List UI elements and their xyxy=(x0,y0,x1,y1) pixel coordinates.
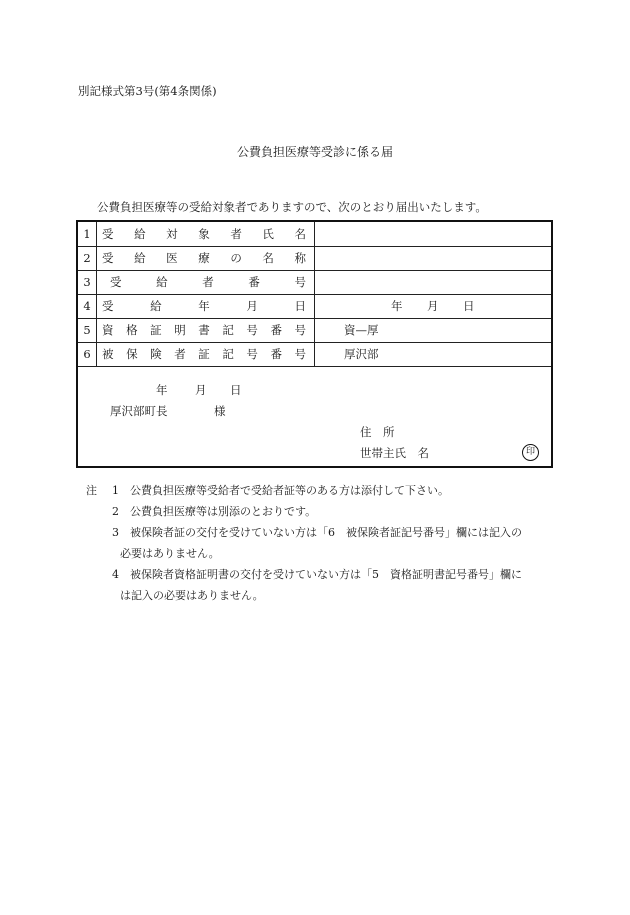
label-char: 給 xyxy=(150,299,162,313)
note-text: 被保険者証の交付を受けていない方は「6 被保険者証記号番号」欄には記入の xyxy=(130,526,522,539)
row-label xyxy=(96,246,315,270)
signature-section xyxy=(78,366,551,466)
row-number: 1 xyxy=(78,222,97,246)
label-char: 号 xyxy=(246,323,258,337)
notes-section xyxy=(86,480,556,606)
label-char: 受 xyxy=(102,227,114,241)
label-char: 対 xyxy=(166,227,178,241)
householder-name-label: 世帯主氏 名 xyxy=(360,446,429,460)
label-char: 明 xyxy=(174,323,186,337)
label-char: 者 xyxy=(230,227,242,241)
label-char: 番 xyxy=(270,323,282,337)
note-number: 3 xyxy=(112,526,119,539)
row-label xyxy=(96,294,315,318)
label-char: 証 xyxy=(198,347,210,361)
note-number: 1 xyxy=(112,484,119,497)
addressee: 厚沢部町長 xyxy=(110,404,168,418)
label-char: 号 xyxy=(246,347,258,361)
row-label xyxy=(96,222,315,246)
notes-head: 注 xyxy=(86,484,97,497)
label-char: 格 xyxy=(126,323,138,337)
label-char: 者 xyxy=(202,275,214,289)
label-char: 号 xyxy=(294,275,306,289)
year-label: 年 xyxy=(391,299,403,313)
row-value-field[interactable]: 厚沢部 xyxy=(344,347,379,361)
document-title: 公費負担医療等受診に係る届 xyxy=(236,145,393,159)
form-reference: 別記様式第3号(第4条関係) xyxy=(78,84,217,98)
signature-month-label: 月 xyxy=(195,383,207,397)
label-char: 者 xyxy=(174,347,186,361)
label-char: 医 xyxy=(166,251,178,265)
label-char: 証 xyxy=(150,323,162,337)
label-char: 資 xyxy=(102,323,114,337)
label-char: 書 xyxy=(198,323,210,337)
note-item xyxy=(86,501,556,522)
row-number: 2 xyxy=(78,246,97,270)
row-label xyxy=(96,270,315,294)
label-char: 年 xyxy=(198,299,210,313)
label-char: 給 xyxy=(134,251,146,265)
form-row-recipient-number xyxy=(78,270,551,295)
label-char: の xyxy=(230,251,242,265)
label-char: 名 xyxy=(294,227,306,241)
label-char: 受 xyxy=(110,275,122,289)
address-label: 住 所 xyxy=(360,425,395,439)
form-row-receipt-date xyxy=(78,294,551,319)
label-char: 号 xyxy=(294,323,306,337)
note-continuation: は記入の必要はありません。 xyxy=(120,589,264,602)
note-number: 4 xyxy=(112,568,119,581)
row-value-field[interactable]: 資—厚 xyxy=(344,323,379,337)
note-continuation: 必要はありません。 xyxy=(120,547,220,560)
label-char: 保 xyxy=(126,347,138,361)
form-row-qualification-certificate-number xyxy=(78,318,551,343)
form-table xyxy=(76,220,553,468)
label-char: 記 xyxy=(222,323,234,337)
label-char: 番 xyxy=(248,275,260,289)
form-row-insurance-card-number xyxy=(78,342,551,367)
note-item xyxy=(86,480,556,501)
note-item xyxy=(86,564,556,606)
form-row-medical-care-name xyxy=(78,246,551,271)
date-value-field[interactable] xyxy=(315,294,553,318)
signature-year-label: 年 xyxy=(156,383,168,397)
note-text: 被保険者資格証明書の交付を受けていない方は「5 資格証明書記号番号」欄に xyxy=(130,568,522,581)
note-item xyxy=(86,522,556,564)
label-char: 被 xyxy=(102,347,114,361)
label-char: 号 xyxy=(294,347,306,361)
form-row-recipient-name xyxy=(78,222,551,247)
label-char: 名 xyxy=(262,251,274,265)
row-number: 5 xyxy=(78,318,97,342)
row-number: 4 xyxy=(78,294,97,318)
note-text: 公費負担医療等は別添のとおりです。 xyxy=(130,505,317,518)
label-char: 受 xyxy=(102,251,114,265)
note-number: 2 xyxy=(112,505,119,518)
row-label xyxy=(96,342,315,366)
day-label: 日 xyxy=(463,299,475,313)
label-char: 番 xyxy=(270,347,282,361)
label-char: 月 xyxy=(246,299,258,313)
label-char: 給 xyxy=(134,227,146,241)
label-char: 象 xyxy=(198,227,210,241)
signature-day-label: 日 xyxy=(230,383,242,397)
seal-icon: 印 xyxy=(522,444,539,461)
label-char: 日 xyxy=(294,299,306,313)
row-number: 3 xyxy=(78,270,97,294)
label-char: 氏 xyxy=(262,227,274,241)
label-char: 受 xyxy=(102,299,114,313)
month-label: 月 xyxy=(427,299,439,313)
row-number: 6 xyxy=(78,342,97,366)
note-text: 公費負担医療等受給者で受給者証等のある方は添付して下さい。 xyxy=(130,484,449,497)
intro-text: 公費負担医療等の受給対象者でありますので、次のとおり届出いたします。 xyxy=(97,200,487,214)
row-label xyxy=(96,318,315,342)
label-char: 険 xyxy=(150,347,162,361)
label-char: 称 xyxy=(294,251,306,265)
honorific: 様 xyxy=(214,404,226,418)
label-char: 療 xyxy=(198,251,210,265)
label-char: 給 xyxy=(156,275,168,289)
label-char: 記 xyxy=(222,347,234,361)
